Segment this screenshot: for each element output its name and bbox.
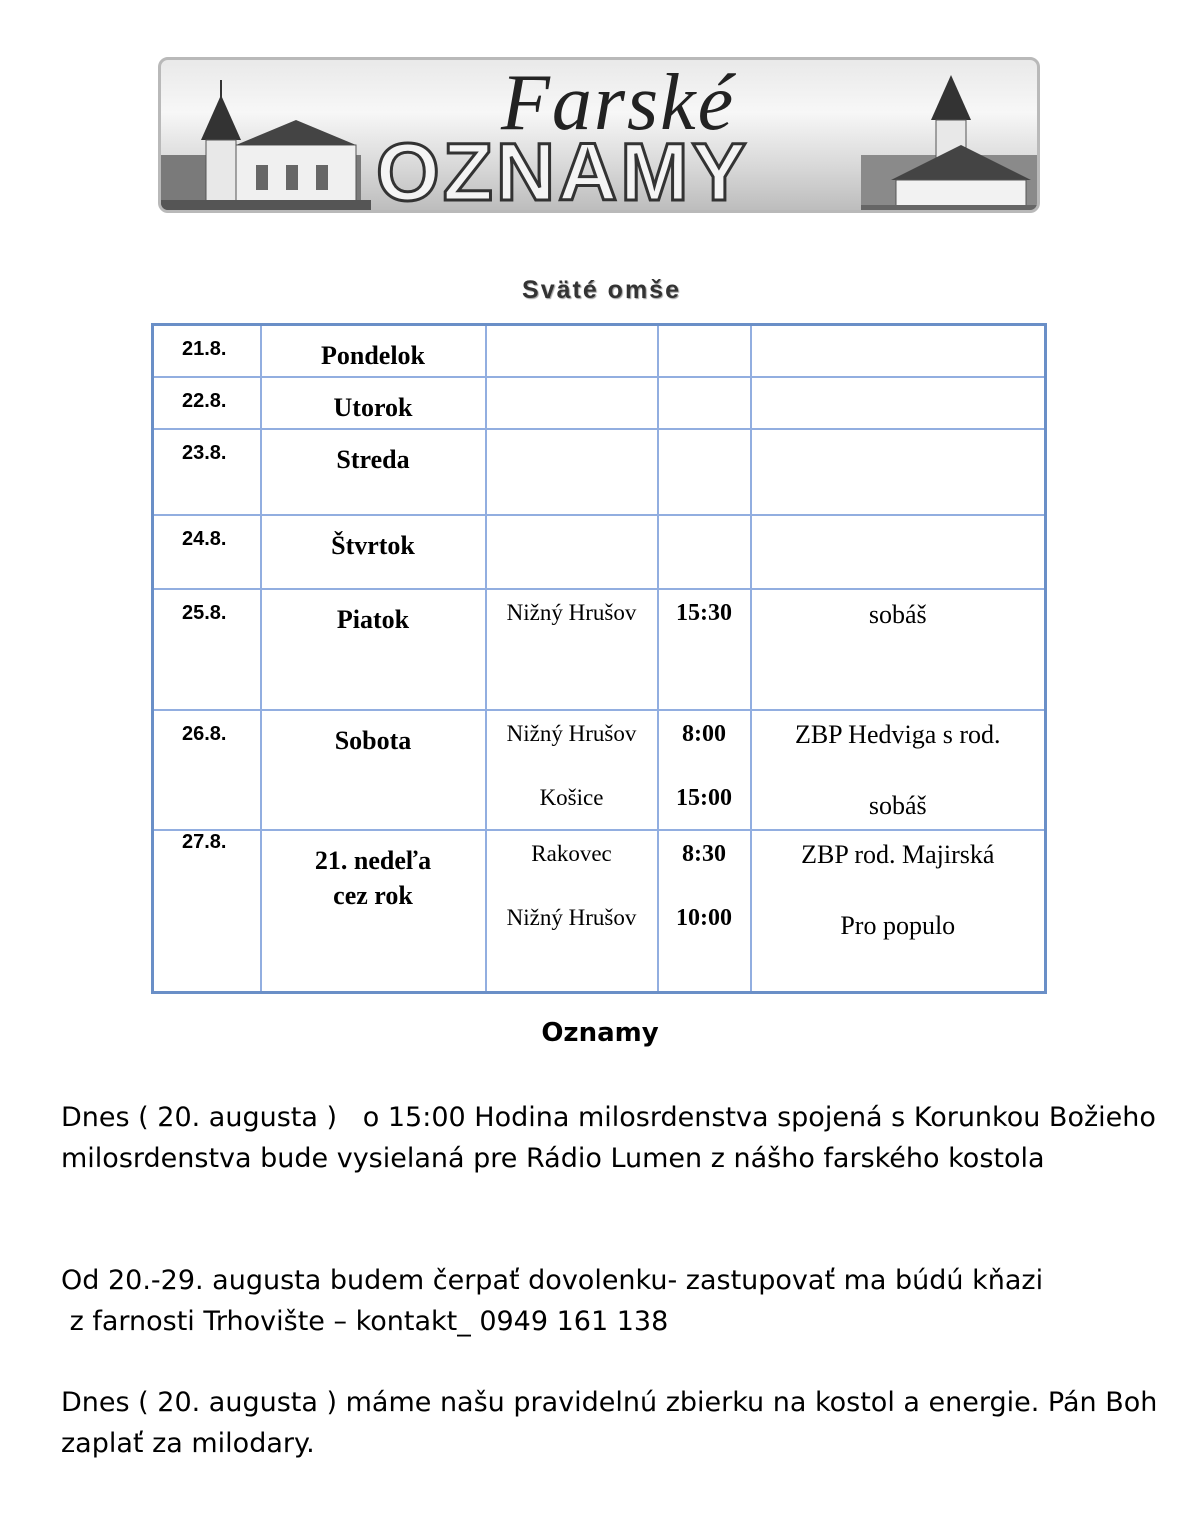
schedule-row <box>153 589 1046 710</box>
schedule-note <box>751 515 1046 589</box>
schedule-row <box>153 710 1046 830</box>
schedule-day-line: 21. nedeľa <box>314 845 432 875</box>
banner-script-text: Farské <box>501 59 736 147</box>
schedule-day <box>261 830 486 993</box>
schedule-place-line: Košice <box>539 784 604 810</box>
schedule-time-line: 8:30 <box>682 840 726 867</box>
schedule-day <box>261 325 486 377</box>
schedule-row <box>153 515 1046 589</box>
schedule-place-line: Nižný Hrušov <box>506 720 637 746</box>
banner-title: OZNAMY <box>376 127 750 213</box>
schedule-date: 27.8. <box>153 830 261 993</box>
schedule-place-line: Rakovec <box>531 840 612 866</box>
schedule-row <box>153 830 1046 993</box>
schedule-time-line: 8:00 <box>682 720 726 747</box>
schedule-day-line: Utorok <box>333 392 413 422</box>
schedule-note <box>751 325 1046 377</box>
schedule-day-line: cez rok <box>333 880 413 910</box>
mass-schedule-title: Sväté omše <box>522 276 681 304</box>
schedule-time-line: 10:00 <box>676 904 732 931</box>
schedule-date: 23.8. <box>153 429 261 515</box>
schedule-date: 21.8. <box>153 325 261 377</box>
schedule-time <box>658 830 751 993</box>
schedule-note-line: ZBP rod. Majirská <box>801 839 995 869</box>
schedule-place <box>486 377 658 429</box>
schedule-note-line: Pro populo <box>840 910 956 940</box>
schedule-date: 25.8. <box>153 589 261 710</box>
schedule-time <box>658 710 751 830</box>
schedule-day-line: Streda <box>336 444 410 474</box>
schedule-place-line: Nižný Hrušov <box>506 599 637 625</box>
schedule-time-line: 15:30 <box>676 599 732 626</box>
schedule-note-line: sobáš <box>868 599 927 629</box>
schedule-time <box>658 325 751 377</box>
schedule-day-line: Štvrtok <box>331 530 415 560</box>
schedule-date: 22.8. <box>153 377 261 429</box>
schedule-row <box>153 429 1046 515</box>
announcements-title: Oznamy <box>541 1018 659 1048</box>
schedule-place <box>486 429 658 515</box>
schedule-time <box>658 377 751 429</box>
schedule-time <box>658 429 751 515</box>
schedule-place <box>486 515 658 589</box>
schedule-place <box>486 325 658 377</box>
schedule-day <box>261 377 486 429</box>
schedule-place <box>486 830 658 993</box>
schedule-note <box>751 377 1046 429</box>
schedule-day <box>261 429 486 515</box>
schedule-note <box>751 710 1046 830</box>
schedule-time <box>658 515 751 589</box>
schedule-day-line: Pondelok <box>320 341 426 370</box>
schedule-day <box>261 589 486 710</box>
schedule-row <box>153 377 1046 429</box>
schedule-day <box>261 710 486 830</box>
header-banner <box>158 57 1040 213</box>
schedule-note <box>751 830 1046 993</box>
schedule-day-line: Sobota <box>334 725 412 755</box>
schedule-day <box>261 515 486 589</box>
schedule-time <box>658 589 751 710</box>
schedule-place <box>486 710 658 830</box>
mass-schedule-table <box>151 323 1047 994</box>
schedule-place-line: Nižný Hrušov <box>506 904 637 930</box>
schedule-date: 24.8. <box>153 515 261 589</box>
schedule-note-line: ZBP Hedviga s rod. <box>794 719 1001 749</box>
announcement-paragraph: Dnes ( 20. augusta ) máme našu pravidelnú zbierku na kostol a energie. Pán Boh zaplať za milodary. <box>61 1387 1166 1459</box>
schedule-row <box>153 325 1046 377</box>
schedule-note <box>751 589 1046 710</box>
schedule-note-line: sobáš <box>868 790 927 820</box>
schedule-time-line: 15:00 <box>676 784 732 811</box>
schedule-date: 26.8. <box>153 710 261 830</box>
schedule-note <box>751 429 1046 515</box>
schedule-day-line: Piatok <box>336 604 410 634</box>
announcement-paragraph: Dnes ( 20. augusta ) o 15:00 Hodina milosrdenstva spojená s Korunkou Božieho milosrdenstva bude vysielaná pre Rádio Lumen z nášho farského kostola <box>61 1102 1165 1174</box>
schedule-place <box>486 589 658 710</box>
announcement-paragraph: Od 20.-29. augusta budem čerpať dovolenku- zastupovať ma búdú kňazi z farnosti Trhovište – kontakt_ 0949 161 138 <box>61 1265 1044 1337</box>
